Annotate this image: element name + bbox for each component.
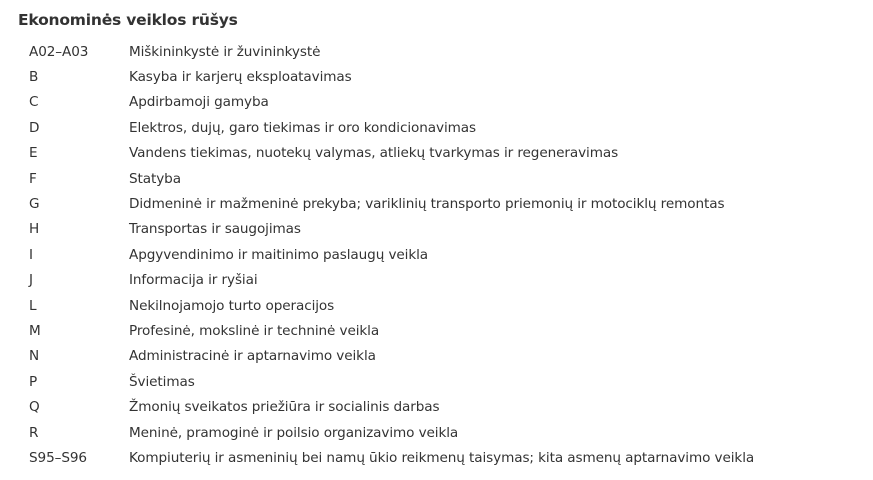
list-item — [29, 141, 754, 166]
activity-code: C — [29, 94, 39, 111]
list-item — [29, 166, 754, 191]
activity-description: Transportas ir saugojimas — [129, 221, 301, 238]
activity-description: Administracinė ir aptarnavimo veikla — [129, 348, 376, 365]
activity-description: Didmeninė ir mažmeninė prekyba; variklinių transporto priemonių ir motociklų remontas — [129, 196, 725, 213]
page-title: Ekonominės veiklos rūšys — [18, 11, 238, 29]
activity-description: Profesinė, mokslinė ir techninė veikla — [129, 322, 380, 339]
list-item — [29, 39, 754, 64]
activity-code: B — [29, 69, 39, 86]
list-item — [29, 293, 754, 318]
activity-description: Vandens tiekimas, nuotekų valymas, atliekų tvarkymas ir regeneravimas — [129, 145, 619, 162]
activity-description: Apdirbamoji gamyba — [129, 94, 269, 111]
activity-description: Švietimas — [129, 373, 195, 390]
activity-description: Žmonių sveikatos priežiūra ir socialinis darbas — [129, 399, 440, 416]
activity-code: J — [29, 272, 33, 289]
list-item — [29, 191, 754, 216]
list-item — [29, 369, 754, 394]
activity-description: Meninė, pramoginė ir poilsio organizavimo veikla — [129, 424, 459, 441]
list-item — [29, 420, 754, 445]
activity-code: L — [29, 297, 37, 314]
list-item — [29, 394, 754, 419]
activity-code: E — [29, 145, 38, 162]
activity-code: F — [29, 170, 37, 187]
activity-description: Kasyba ir karjerų eksploatavimas — [129, 69, 352, 86]
activity-description: Nekilnojamojo turto operacijos — [129, 297, 335, 314]
list-item — [29, 344, 754, 369]
activity-code: H — [29, 221, 40, 238]
activity-list — [29, 39, 754, 471]
activity-code: G — [29, 196, 40, 213]
activity-description: Informacija ir ryšiai — [129, 272, 258, 289]
activity-description: Statyba — [129, 170, 181, 187]
activity-code: I — [29, 246, 33, 263]
activity-code: A02–A03 — [29, 43, 89, 60]
activity-description: Apgyvendinimo ir maitinimo paslaugų veikla — [129, 246, 429, 263]
activity-code: N — [29, 348, 40, 365]
list-item — [29, 217, 754, 242]
activity-code: P — [29, 373, 38, 390]
list-item — [29, 318, 754, 343]
list-item — [29, 90, 754, 115]
activity-code: M — [29, 322, 41, 339]
activity-description: Kompiuterių ir asmeninių bei namų ūkio reikmenų taisymas; kita asmenų aptarnavimo veikla — [129, 449, 755, 466]
list-item — [29, 242, 754, 267]
list-item — [29, 445, 754, 470]
list-item — [29, 64, 754, 89]
list-item — [29, 115, 754, 140]
list-item — [29, 268, 754, 293]
activity-description: Miškininkystė ir žuvininkystė — [129, 43, 321, 60]
activity-code: R — [29, 424, 39, 441]
activity-code: S95–S96 — [29, 449, 87, 466]
activity-description: Elektros, dujų, garo tiekimas ir oro kondicionavimas — [129, 119, 476, 136]
activity-code: D — [29, 119, 40, 136]
activity-code: Q — [29, 399, 40, 416]
